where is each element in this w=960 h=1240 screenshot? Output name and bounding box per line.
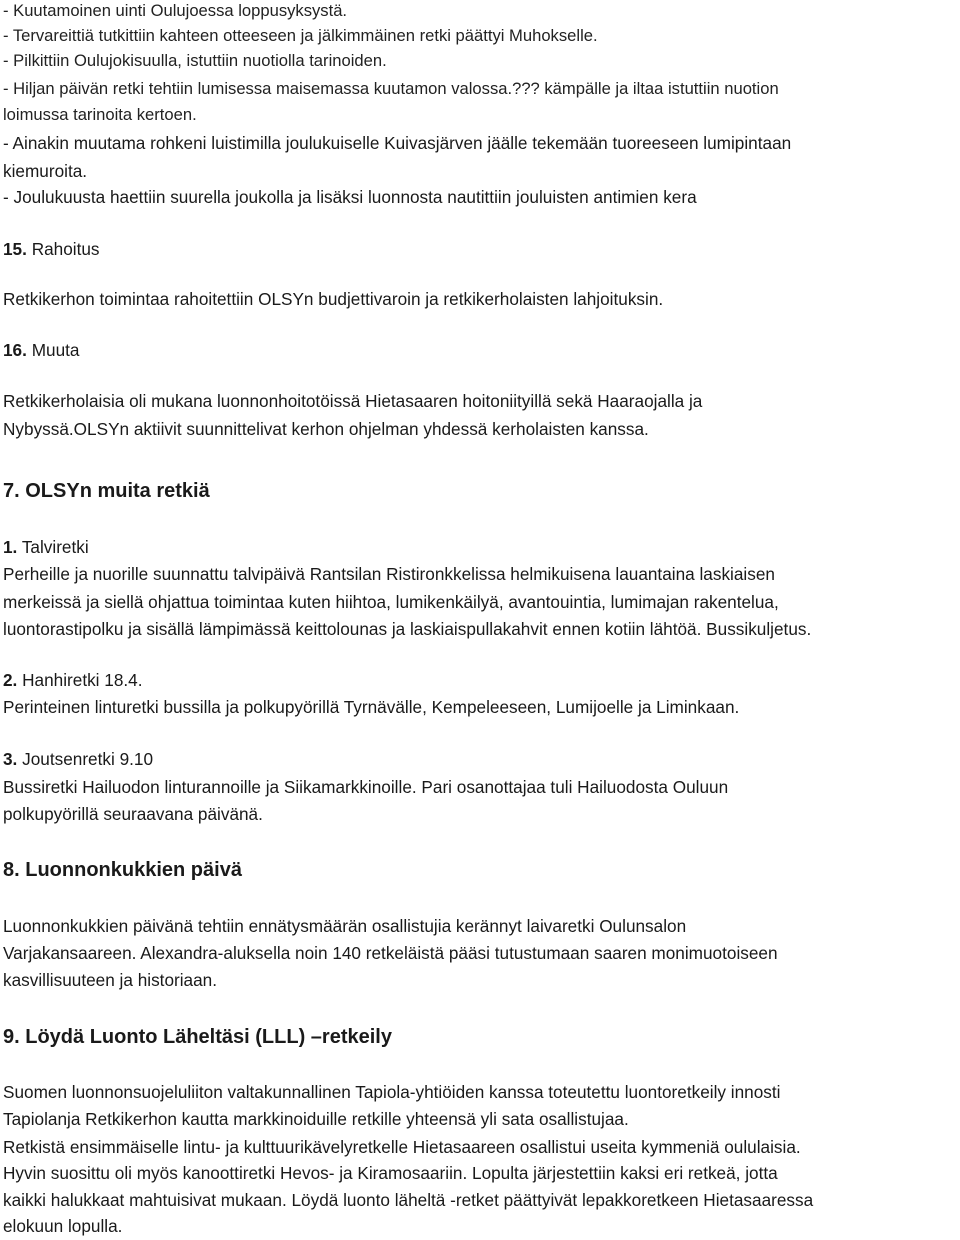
section-body-line: Retkikerholaisia oli mukana luonnonhoitotöissä Hietasaaren hoitoniityillä sekä Haaraojalla ja — [3, 391, 703, 411]
intro-line: - Tervareittiä tutkittiin kahteen otteeseen ja jälkimmäinen retki päättyi Muhokselle. — [3, 26, 598, 45]
intro-line: - Ainakin muutama rohkeni luistimilla joulukuiselle Kuivasjärven jäälle tekemään tuoreeseen lumipintaan — [3, 133, 792, 153]
intro-line: - Joulukuusta haettiin suurella joukolla ja lisäksi luonnosta nautittiin jouluisten antimien kera — [3, 187, 697, 207]
section-body-line: elokuun lopulla. — [3, 1216, 123, 1236]
section-body: Retkikerhon toimintaa rahoitettiin OLSYn budjettivaroin ja retkikerholaisten lahjoituksin. — [3, 289, 664, 309]
trip-body-line: luontorastipolku ja sisällä lämpimässä keittolounas ja laskiaispullakahvit ennen kotiin lähtöä. Bussikuljetus. — [3, 619, 812, 639]
intro-line: - Hiljan päivän retki tehtiin lumisessa maisemassa kuutamon valossa.??? kämpälle ja iltaa istuttiin nuotion — [3, 79, 779, 98]
trip-body-line: Bussiretki Hailuodon linturannoille ja Siikamarkkinoille. Pari osanottajaa tuli Hailuodosta Ouluun — [3, 777, 729, 797]
trip-number: 3. — [3, 749, 18, 769]
heading-luonnonkukkien-paiva — [3, 857, 242, 883]
trip-number: 1. — [3, 537, 18, 557]
section-number: 16. — [3, 340, 27, 360]
section-number: 15. — [3, 239, 27, 259]
trip-title: Talviretki — [21, 537, 89, 557]
trip-heading-joutsenretki — [3, 748, 153, 770]
section-body-line: Luonnonkukkien päivänä tehtiin ennätysmäärän osallistujia kerännyt laivaretki Oulunsalon — [3, 916, 687, 936]
section-title: Rahoitus — [31, 239, 100, 259]
trip-body-line: Perheille ja nuorille suunnattu talvipäivä Rantsilan Ristironkkelissa helmikuisena lauantaina laskiaisen — [3, 564, 775, 584]
intro-line: - Kuutamoinen uinti Oulujoessa loppusyksystä. — [3, 1, 348, 20]
heading-olsyn-muita-retkia: 7. OLSYn muita retkiä — [3, 480, 210, 502]
section-heading-rahoitus — [3, 238, 100, 260]
section-body-line: kaikki halukkaat mahtuisivat mukaan. Löydä luonto läheltä -retket päättyivät lepakkoretkeen Hietasaaressa — [3, 1190, 814, 1210]
section-body-line: Suomen luonnonsuojeluliiton valtakunnallinen Tapiola-yhtiöiden kanssa toteutettu luontoretkeily innosti — [3, 1082, 781, 1102]
heading-title: Löydä Luonto Läheltäsi (LLL) –retkeily — [25, 1026, 392, 1048]
section-title: Muuta — [31, 340, 80, 360]
section-body-line: Varjakansaareen. Alexandra-aluksella noin 140 retkeläistä pääsi tutustumaan saaren monimuotoiseen — [3, 943, 778, 963]
trip-body-line: merkeissä ja siellä ohjattua toimintaa kuten hiihtoa, lumikenkäilyä, avantouintia, lumimajan rakentelua, — [3, 592, 779, 612]
section-heading-muuta — [3, 339, 79, 361]
section-body-line: kasvillisuuteen ja historiaan. — [3, 970, 218, 990]
trip-heading-hanhiretki — [3, 669, 143, 691]
trip-heading-talviretki — [3, 536, 89, 558]
trip-title: Hanhiretki 18.4. — [22, 670, 143, 690]
trip-number: 2. — [3, 670, 18, 690]
heading-number: 9. — [3, 1026, 20, 1048]
heading-number: 8. — [3, 859, 20, 881]
section-body-line: Retkistä ensimmäiselle lintu- ja kulttuurikävelyretkelle Hietasaareen osallistui useita kymmeniä oululaisia. — [3, 1137, 801, 1157]
trip-body-line: polkupyörillä seuraavana päivänä. — [3, 804, 263, 824]
intro-line: loimussa tarinoita kertoen. — [3, 105, 197, 124]
intro-line: - Pilkittiin Oulujokisuulla, istuttiin nuotiolla tarinoiden. — [3, 51, 387, 70]
section-body-line: Tapiolanja Retkikerhon kautta markkinoiduille retkille yhteensä yli sata osallistujaa. — [3, 1109, 629, 1129]
heading-title: Luonnonkukkien päivä — [25, 859, 242, 881]
section-body-line: Hyvin suosittu oli myös kanoottiretki Hevos- ja Kiramosaariin. Lopulta järjestettiin kaksi eri retkeä, jotta — [3, 1163, 778, 1183]
trip-body: Perinteinen linturetki bussilla ja polkupyörillä Tyrnävälle, Kempeleeseen, Lumijoelle ja Liminkaan. — [3, 697, 740, 717]
section-body-line: Nybyssä.OLSYn aktiivit suunnittelivat kerhon ohjelman yhdessä kerholaisten kanssa. — [3, 419, 649, 439]
trip-title: Joutsenretki 9.10 — [22, 749, 154, 769]
heading-loyda-luonto-laheltasi — [3, 1024, 392, 1050]
intro-line: kiemuroita. — [3, 161, 88, 181]
